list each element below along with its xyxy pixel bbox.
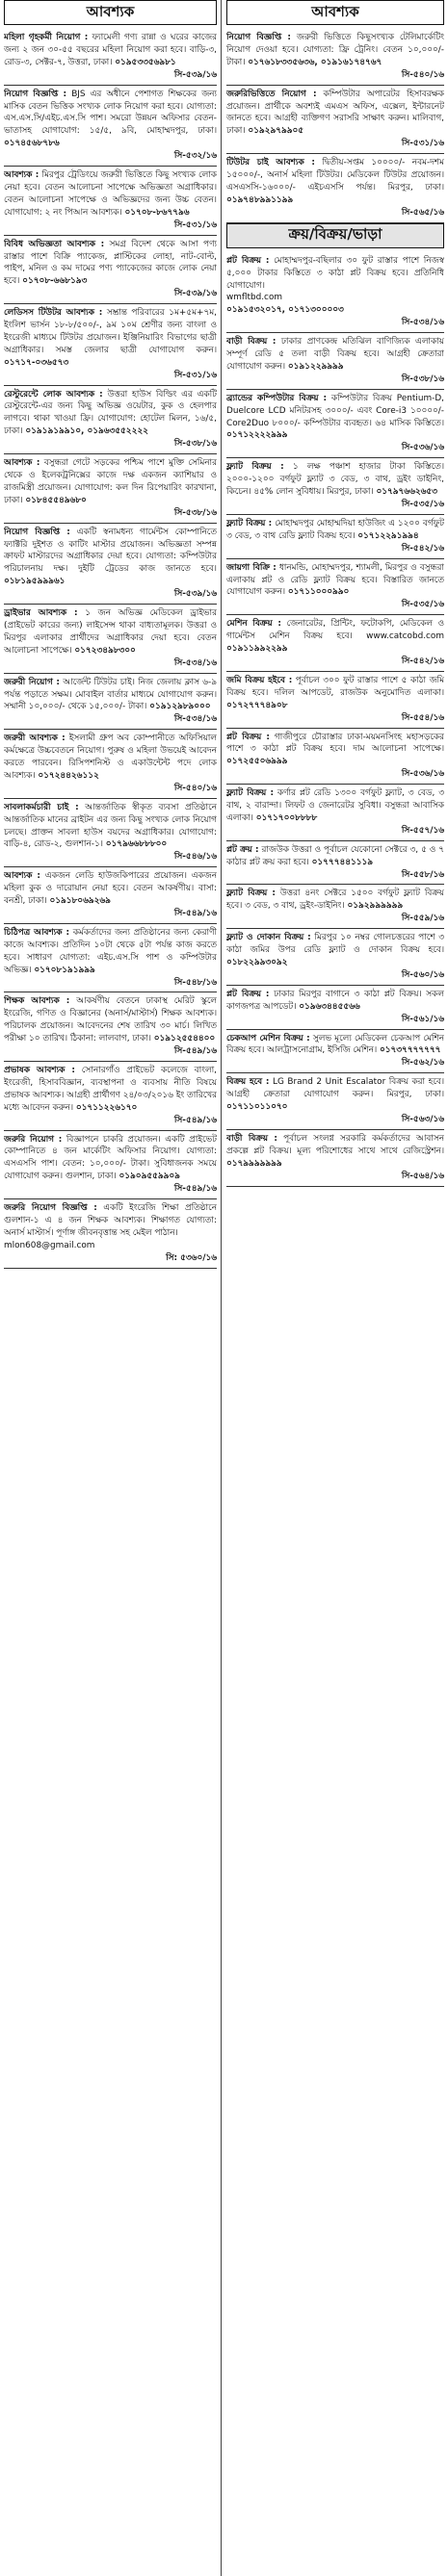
ad-headline: নিয়োগ বিজ্ঞপ্তি : (4, 89, 67, 99)
classified-ad (4, 1062, 217, 1131)
ad-code: সি: ৫৩৬০/১৬ (166, 1252, 217, 1263)
ad-code: সি-৫৪৯/১৬ (173, 1184, 217, 1195)
ad-phone: ০১৭১১০০০৯৯০ (287, 587, 350, 598)
classified-ad (4, 730, 217, 799)
ad-headline: চিঠিপত্র আবশ্যক : (4, 927, 69, 938)
left-column (4, 0, 217, 2576)
ad-headline: জমি বিক্রয় হইবে : (226, 675, 293, 685)
classified-ad (226, 390, 444, 459)
ad-code: সি-৫৪২/১৬ (401, 656, 444, 666)
ad-body: বসুন্ধরা গেটে সড়কের পশ্চিম পাশে মুক্তি সেমিনার থেকে ও ইলেকট্রনিক্সের কাজে দক্ষ একজন ক্যাশিয়ার ও রাজমিস্ত্রী প্রয়োজন। যোগাযোগ: কল দিন রিপেয়ারিং কারখানা, ঢাকা। (4, 458, 217, 505)
ad-code: সি-৫৩১/১৬ (173, 370, 217, 380)
ad-phone: ০১৭২৭৭৭৪৯০৮ (226, 700, 288, 710)
ad-headline: ফ্ল্যাট বিক্রয় : (226, 788, 274, 799)
ad-body: ঢাকার মিরপুর বাগানে ৩ কাঠা প্লট বিক্রয়। সকল কাগজপত্র আপডেট। (226, 989, 444, 1012)
ad-phone: ০১৭৪৫৬৮৭৮৬ (4, 139, 60, 149)
classified-ad (226, 154, 444, 223)
ad-headline: আবশ্যক : (4, 458, 40, 469)
ad-headline: জরুরি নিয়োগ বিজ্ঞপ্তি : (4, 1203, 97, 1214)
ad-phone: ০১৯২৯৭৯৯০৫ (248, 126, 304, 137)
ad-phone: ০১৭১৭-০৩৬৫৭৩ (4, 357, 69, 368)
ad-headline: শিক্ষক আবশ্যক : (4, 996, 70, 1007)
ad-body: সুলভ মূল্যে মেডিকেল চেকআপ মেশিন বিক্রয় হবে। আলট্রাসনোগ্রাম, ইসিজি মেশিন। (226, 1033, 444, 1056)
ad-code: সি-৫৩৮/১৬ (401, 374, 444, 384)
ad-headline: আবশ্যক : (4, 170, 40, 181)
classified-ad (4, 454, 217, 524)
ad-phone: ০১৯১৫৩২০১৭, ০১৭১৩০০০০৩ (226, 305, 344, 316)
ad-phone: ০১৯১২৫৫৪৪০০ (153, 1034, 216, 1044)
ad-headline: বাড়ী বিক্রয় : (226, 337, 277, 348)
ad-code: সি-৫৪২/১৬ (401, 543, 444, 554)
ad-headline: প্লট বিক্রয় : (226, 732, 270, 742)
ad-code: সি-৫৩৪/১৬ (173, 657, 217, 668)
ad-phone: ০১৯১২৯৮৯০০০ (149, 702, 211, 712)
ad-code: সি-৫৩৯/১৬ (173, 69, 217, 80)
ad-headline: বিবিধ অভিজ্ঞতা আবশ্যক : (4, 239, 105, 249)
ad-body: গাজীপুরে চৌরাস্তার ঢাকা-ময়মনসিংহ মহাসড়কের পাশে ৩ কাঠা প্লট বিক্রয় হবে। দাম আলোচনা সাপেক্ষে। (226, 732, 444, 755)
ad-body: মিরপুর ১০ নম্বর গোলচত্তরের পাশে ৩ কাঠা জমির উপর রেডি ফ্ল্যাট ও দোকান বিক্রয় হবে। (226, 933, 444, 956)
classified-ad (226, 615, 444, 672)
ad-body: দ্বিতীয়-সপ্তম ১০০০০/- নবম-দশম ১৫০০০/-, অনার্স মহিলা টিউটর। মেডিকেল টিউটর প্রয়োজন। এসএসসি-১৬০০০/- এইচএসসি পর্যন্ত। মিরপুর, ঢাকা। (226, 158, 444, 193)
ad-code: সি-৫৬০/১৬ (401, 969, 444, 980)
ad-body: জরুরী ভিত্তিতে কিছুসংখ্যক টেলিমার্কেটিং নিয়োগ দেওয়া হবে। যোগ্যতা: ফ্রি ট্রেনিং। বেতন ১০,০০০/- টাকা। (226, 33, 444, 67)
classified-ad (226, 1130, 444, 1187)
ad-headline: টিউটর চাই আবশ্যক : (226, 158, 315, 168)
ad-body: একটি ইংরেজি শিক্ষা প্রতিষ্ঠানে গুলশান-১ এ ৪ জন শিক্ষক আবশ্যক। শিক্ষাগত যোগ্যতা: অনার্স মাস্টার্স। পূর্ণাঙ্গ জীবনবৃত্তান্ত সহ মেইল পাঠান। (4, 1203, 217, 1238)
ad-headline: নিয়োগ বিজ্ঞপ্তি : (226, 33, 291, 42)
ad-phone: ০১৭৯৬৬৮৮৮০০ (105, 839, 168, 850)
ad-code: সি-৫৩৮/১৬ (173, 439, 217, 450)
ad-headline: প্লট বিক্রয় : (226, 989, 270, 999)
ad-body: কর্মকর্তাদের জন্য প্রতিষ্ঠানের জন্য কেরাণী কাজে আবশ্যক। প্রতিদিন ১০টা থেকে ৫টা পর্যন্ত কাজ করতে হবে। সাধারণ যোগ্যতা: এইচ.এস.সি পাশ ও কম্পিউটার অভিজ্ঞ। (4, 927, 217, 975)
classified-ad (4, 674, 217, 731)
ad-code: সি-৫৬৩/১৬ (401, 1114, 444, 1124)
ad-phone: ০১৯২৯৯৯৯৯৯ (347, 901, 404, 912)
ad-code: সি-৫৩৬/১৬ (401, 443, 444, 453)
ad-code: সি-৫৪৯/১৬ (173, 909, 217, 918)
ad-phone: ০১৯৫৩৩৫৬৯৮১ (115, 57, 176, 67)
ad-code: সি-৫৩৫/১৬ (401, 500, 444, 509)
ad-headline: প্রভাষক আবশ্যক : (4, 1065, 75, 1075)
ad-phone: ০১৭৯৯৯৯৯৯৯ (226, 1158, 282, 1169)
ad-body: সোনারগাঁও প্রাইভেট কলেজে বাংলা, ইংরেজী, হিসাববিজ্ঞান, ব্যবস্থাপনা ও ব্যবসায় নীতি বিষয়ে প্রভাষক আবশ্যক। আগ্রহী প্রার্থীগণ ২৪/০৩/২০১৬ ইং তারিখের মধ্যে আবেদন করুন। (4, 1065, 217, 1113)
ad-phone: ০১৭৩৭৭৭৭৭৭৭ (379, 1045, 441, 1056)
ad-code: সি-৫৪৯/১৬ (173, 1115, 217, 1125)
ad-phone: ০১৭২৫৫০৬৯৯৯ (226, 757, 288, 767)
ad-code: সি-৫৬২/১৬ (401, 1058, 444, 1069)
classified-ad (4, 304, 217, 385)
ad-phone: ০১৭১১০১১০৭০ (226, 1102, 288, 1113)
ad-phone: ০১৯১২২৯৯৯৯ (287, 361, 344, 372)
ad-body: LG Brand 2 Unit Escalator বিক্রয় করা হবে। আগ্রহী ক্রেতারা যোগাযোগ করুন। মিরপুর, ঢাকা। (226, 1077, 444, 1100)
classified-ad (4, 86, 217, 167)
classified-ad (4, 799, 217, 868)
ad-code: সি-৫৩১/১৬ (173, 219, 217, 230)
classified-ad (4, 605, 217, 674)
ad-headline: নিয়োগ বিজ্ঞপ্তি : (4, 527, 70, 537)
ad-code: সি-৫৫৪/১৬ (401, 712, 444, 723)
ad-code: সি-৫৪০/১৬ (401, 69, 444, 80)
ad-body: ধানমন্ডি, মোহাম্মদপুর, শ্যামলী, মিরপুর ও বসুন্ধরা এলাকায় প্লট ও রেডি ফ্ল্যাট বিক্রয় হবে। বিস্তারিত জানতে যোগাযোগ করুন। (226, 562, 444, 598)
right-column (226, 0, 444, 2576)
ad-headline: বিক্রয় হবে : (226, 1077, 270, 1088)
ad-headline: প্লট বিক্রয় : (226, 255, 270, 266)
classified-ad (226, 986, 444, 1030)
ad-phone: ০১৭১১২২৬১৭০ (75, 1102, 138, 1113)
ad-headline: ফ্ল্যাট বিক্রয় : (226, 462, 284, 473)
classified-ad (226, 1030, 444, 1074)
classified-ad (226, 515, 444, 559)
ad-headline: চেকআপ মেশিন বিক্রয় : (226, 1033, 310, 1043)
classified-ad (4, 1199, 217, 1269)
ad-body: উত্তরা হাউস বিল্ডিং এর একটি রেস্টুরেন্টে-এর জন্য কিছু অভিজ্ঞ ওয়েটার, কুক ও হেলপার লাগবে। থাকা খাওয়া ফ্রি। যোগাযোগ: হোটেল মিলন, ১৬/৫, ঢাকা। (4, 389, 217, 437)
ad-phone: ০১৭০৮-৬৬৮১৯৩ (22, 276, 88, 287)
ad-phone: ০১৭১২২২২৯৯৯ (226, 430, 288, 441)
ad-code: সি-৫৪০/১৬ (173, 783, 217, 793)
ad-code: সি-৫৩৪/১৬ (173, 714, 217, 725)
ad-body: বিজ্ঞাপনে চাকরি প্রয়োজন। একটি প্রাইভেট কোম্পানিতে ৪ জন মার্কেটিং অফিসার নিয়োগ। যোগ্যতা: এসএসসি পাশ। বেতন: ১০,০০০/- টাকা। সুবিধাজনক সময়ে যোগাযোগ করুন। গুলশান, ঢাকা। (4, 1134, 217, 1182)
ad-phone: ০১৭০৮১৯১৯৯৯ (34, 965, 95, 975)
ad-headline: ব্র্যান্ডের কম্পিউটার বিক্রয় : (226, 393, 328, 403)
ad-code: সি-৫৫৯/১৬ (401, 914, 444, 924)
column-divider (221, 0, 222, 2576)
classified-ad (4, 167, 217, 236)
ad-body: রাজউক উত্তরা ও পূর্বাচল যেকোনো সেক্টরে ৩, ৫ ও ৭ কাঠার প্লট ক্রয় করা হবে। (226, 844, 444, 867)
ad-headline: ফ্ল্যাট ও দোকান বিক্রয় : (226, 933, 311, 943)
ad-body: কর্ণার প্লট রেডি ১৩০০ বর্গফুট ফ্ল্যাট, ৩ বেড, ৩ বাথ, ২ বারান্দা। লিফট ও জেনারেটর সুবিধা। বসুন্ধরা আবাসিক এলাকা। (226, 788, 444, 823)
ad-phone: ০১৯১৮০৬৯২৬৯ (49, 896, 111, 907)
ad-body: আন্তর্জাতিক স্বীকৃত ব্যবসা প্রতিষ্ঠানে আন্তর্জাতিক মানের ব্রাইটন এর জন্য কিছু সংখ্যক লোক নিয়োগ চলছে। প্রাক্তন সাবলা হাউস বয়দের অগ্রাধিকার। যোগাযোগ: বাড়ি-৪, রোড-২, গুলশান-১। (4, 802, 217, 850)
ad-code: সি-৫৪৯/১৬ (173, 1046, 217, 1057)
ad-code: সি-৫৪৬/১৬ (173, 852, 217, 863)
classified-ad (4, 867, 217, 924)
ad-phone: ০১৭২৪৪২৬১১২ (38, 770, 99, 781)
ad-code: সি-৫৪৮/১৬ (173, 977, 217, 988)
ad-code: সি-৫৩৪/১৬ (401, 318, 444, 328)
ad-headline: সাবলাকর্মচারী চাই : (4, 802, 79, 812)
ad-body: একটি স্বনামধন্য গার্মেন্টস কোম্পানিতে ফ্যাক্টরি দুইশত ও কাটিং মাস্টার প্রয়োজন। অভিজ্ঞতা সম্পন্ন ক্রাফট মাস্টারদের অগ্রাধিকার দেয়া হবে। যোগ্যতা: কম্পিউটার পরিচালনায় দক্ষ। দুইটি ট্রেডের কাজ জানতে হবে। (4, 527, 217, 575)
classified-ad (226, 929, 444, 986)
ad-headline: মহিলা গৃহকর্মী নিয়োগ : (4, 33, 89, 42)
ad-body: সমগ্র বিদেশ থেকে আসা পণ্য রাস্তার পাশে বিক্রি প্যাকেজ, প্লাস্টিকের লোহা, নাট-বোল্ট, পাইপ, মনিল ও কম দামের পণ্য প্যাকেজের কাজে লোক নেয়া হবে। (4, 239, 217, 287)
ad-headline: জরুরি নিয়োগ : (4, 1134, 63, 1145)
classified-ad (4, 29, 217, 86)
ad-body: আর্জেন্ট টিউটর চাই। নিজ জেলায় ক্লাস ৬-৯ পর্যন্ত পড়াতে সক্ষম। মোবাইল বার্তার মাধ্যমে যোগাযোগ করুন। সম্মানী ১০,০০০/- থেকে ১৫,০০০/- টাকা। (4, 677, 217, 712)
classified-ad (4, 386, 217, 455)
ad-code: সি-৫৫৮/১৬ (401, 869, 444, 880)
ad-body: BJS এর অধীনে পেশাগত শিক্ষকের জন্য মাসিক বেতন ভিত্তিক সংখ্যক লোক নিয়োগ করা হবে। যোগ্যতা: এস.এস.সি/এইচ.এস.সি পাশ। সমরো উন্নয়ন অফিসার বেতন-ভাতাসহ যোগাযোগ: ১৫/৫, ৯বি, মোহাম্মদপুর, ঢাকা। (4, 89, 217, 137)
ad-body: কম্পিউটার অপারেটর হিসাবরক্ষক প্রয়োজন। প্রার্থীকে অবশ্যই এমএস অফিস, এক্সেল, ইন্টারনেট জানতে হবে। আগ্রহী ব্যক্তিগণ সরাসরি সাক্ষাৎ করুন। মালিবাগ, ঢাকা। (226, 89, 444, 137)
property-section-header: ক্রয়/বিক্রয়/ভাড়া (226, 223, 444, 248)
classified-ad (226, 841, 444, 886)
classified-ad (226, 729, 444, 786)
ad-phone: ০১৯০৯৫৫৯৯০৯ (119, 1172, 180, 1182)
classified-ad (226, 785, 444, 841)
ad-body: ফ্যামেলী গণ্য রান্না ও ঘরের কাজের জন্য ২ জন ৩০-৫৫ বছরের মহিলা নিয়োগ করা হবে। বাড়ি-৩, রোড-৩, সেক্টর-৭, উত্তরা, ঢাকা। (4, 33, 217, 67)
ad-code: সি-৫৩৮/১৬ (173, 507, 217, 518)
ad-body: কম্পিউটার বিক্রয় Pentium-D, Duelcore LCD মনিটরসহ ৩০০০/- এবং Core-i3 ১০০০০/- Core2Duo ৮০০০/- কম্পিউটার ব্যবহৃত। ৬৪ মাসিক কিস্তিতে। (226, 393, 444, 428)
ad-body: সম্ভ্রান্ত পরিবারের ১ম+৫ম+৭ম, ইংলিশ ভার্সন ১৮-৮/৫০০/-, ৯ম ১০ম শ্রেণীর জন্য বাংলা ও ইংরেজী মাধ্যমে টিউটর প্রয়োজন। ইঞ্জিনিয়ারিং বিভাগের ছাত্রী অগ্রাধিকার। সমস্ত জেলার ছাত্রী যোগাযোগ করুন। (4, 308, 217, 355)
classified-ad (226, 29, 444, 86)
ad-phone: ০১৮৪৫৫৪৯৬৮০ (25, 495, 87, 505)
ad-headline: ফ্ল্যাট বিক্রয় : (226, 889, 276, 899)
ad-code: সি-৫৬১/১৬ (401, 1014, 444, 1024)
ad-headline: রেস্টুরেন্টে লোক আবশ্যক : (4, 389, 103, 399)
ad-phone: ০১৯১৯১৯৯১০, ০১৯৬৩৫৫২২২২ (25, 426, 148, 437)
ad-body: মোহাম্মদপুর-বছিলার ৩০ ফুট রাস্তার পাশে নিজস্ব ৫,০০০ টাকার কিস্তিতে ৩ কাঠা প্লট বিক্রয় হবে। প্রতিনিধি যোগাযোগ। (226, 255, 444, 291)
ad-headline: ড্রাইভার আবশ্যক : (4, 608, 78, 619)
ad-headline: জরুরী আবশ্যক : (4, 734, 66, 744)
ad-code: সি-৫৬৪/১৬ (401, 1171, 444, 1181)
ad-code: সি-৫৩১/১৬ (401, 139, 444, 149)
ad-headline: প্লট ক্রয় : (226, 844, 259, 855)
classified-ad (226, 1073, 444, 1130)
ad-body: মিরপুর ট্রেডিংয়ে জরুরী ভিত্তিতে কিছু সংখ্যক লোক নেয়া হবে। বেতন আলোচনা সাপেক্ষে অভিজ্ঞতা অগ্রাধিকার। বেতন আলোচনা সাপেক্ষে ও অভিজ্ঞদের জন্য উচ্চ বেতন। যোগাযোগ: ২ নং পিআন আবশ্যক। (4, 170, 217, 218)
ad-body: ১ লক্ষ পঞ্চাশ হাজার টাকা কিস্তিতে। ২০০০-১২০০ বর্গফুট ফ্ল্যাট ৩ বেড, ৩ বাথ, ড্রইং ডাইনিং, কিচেন। ৪৫% লোন সুবিধায়। মিরপুর, ঢাকা। (226, 462, 444, 498)
ad-phone: ০১৯১১৯৯২২৯৯ (226, 644, 288, 655)
classified-ad (226, 885, 444, 929)
left-section-header: আবশ্যক (4, 0, 217, 25)
ad-body: মোহাম্মদপুর মোহাম্মদিয়া হাউজিং এ ১২০০ বর্গফুট ৩ বেড, ৩ বাথ রেডি ফ্ল্যাট বিক্রয় হবে। (226, 518, 444, 541)
ad-headline: জরুরী নিয়োগ : (4, 677, 60, 687)
right-section-header: আবশ্যক (226, 0, 444, 25)
ad-body: উত্তরা ৪নং সেক্টরে ১৫০০ বর্গফুট ফ্ল্যাট বিক্রয় হবে। ৩ বেড, ৩ বাথ, ড্রইং-ডাইনিং। (226, 889, 444, 912)
ad-phone: ০১৭১২২৯১৯৯৪ (357, 530, 419, 541)
ad-phone: ০১৭০৮-৮৬৭৭৯৬ (124, 207, 190, 218)
ad-body: পূর্বাচল ৩০০ ফুট রাস্তার পাশে ৫ কাঠা জমি বিক্রয় হবে। দলিল আপডেট, রাজউক অনুমোদিত এলাকা। (226, 675, 444, 698)
classified-ad (4, 1131, 217, 1200)
ad-code: সি-৫৩৬/১৬ (401, 769, 444, 780)
ad-headline: জায়গা বিক্রি : (226, 562, 277, 573)
left-ads-list (4, 29, 217, 1269)
ad-body: ইসলামী গ্রুপ অব কোম্পানীতে অফিসিয়াল কর্মক্ষেত্রে উচ্চবেতনে নিয়োগ। পুরুষ ও মহিলা উভয়েই আবেদন করতে পারবেন। রিসিপশনিস্ট ও একাউন্টেন্ট পদে লোক আবশ্যক। (4, 734, 217, 781)
ad-code: সি-৫৩৯/১৬ (173, 289, 217, 299)
right-job-ads-list (226, 29, 444, 223)
ad-body: আকর্ষণীয় বেতনে ঢাকাস্থ মেরিট স্কুলে ইংরেজি, গণিত ও বিজ্ঞানের (অনার্স/মাস্টার্স) শিক্ষক আবশ্যক। পরিচালক প্রয়োজন। আবেদনের শেষ তারিখ ৩০ মার্চ। লিখিত পরীক্ষা ১০ তারিখ। ঠিকানা: লালবাগ, ঢাকা। (4, 996, 217, 1044)
ad-code: সি-৫৫৭/১৬ (401, 825, 444, 836)
ad-headline: ফ্ল্যাট বিক্রয় : (226, 518, 273, 528)
ad-phone: ০১৯৬৩৪৪৫৫৬৬ (299, 1001, 360, 1012)
ad-phone: ০১৭৬১৮৩৩৫৬৩৬, ০১৯১৬১৭৪৭৬৭ (248, 57, 382, 67)
right-property-ads-list (226, 252, 444, 1187)
ad-body: পূর্বাচল সংলগ্ন সরকারি কর্মকর্তাদের আবাসন প্রকল্পে প্লট বিক্রয়। মূল্য পরিশোধের সাথে সাথে রেজিস্ট্রেশন। (226, 1133, 444, 1156)
classified-ad (226, 458, 444, 515)
ad-headline: বাড়ী বিক্রয় : (226, 1133, 277, 1144)
ad-code: সি-৫৬৫/১৬ (401, 207, 444, 218)
classified-ad (4, 524, 217, 605)
classified-ad (226, 672, 444, 729)
ad-body: জেনারেটর, প্রিন্টিং, ফটোকপি, মেডিকেল ও গার্মেন্টস মেশিন বিক্রয় হবে। www.catcobd.com (226, 619, 444, 642)
ad-code: সি-৫৩২/১৬ (173, 151, 217, 162)
ad-headline: লেডিসস টিউটর আবশ্যক : (4, 308, 103, 319)
ad-headline: মেশিন বিক্রয় : (226, 619, 281, 630)
classified-ad (4, 236, 217, 305)
ad-code: সি-৫৩৯/১৬ (173, 589, 217, 600)
classified-ad (226, 333, 444, 390)
ad-phone: ০১৯৭৪৮৯৯১১৯৯ (226, 194, 294, 205)
ad-contact: wmfltbd.com (226, 293, 283, 303)
ad-body: ১ জন অভিজ্ঞ মেডিকেল ড্রাইভার (প্রাইভেট কারের জন্য) লাইসেন্স থাকা বাধ্যতামূলক। উত্তরা ও মিরপুর এলাকার প্রার্থীদের অগ্রাধিকার দেয়া হবে। বেতন আলোচনা সাপেক্ষে। (4, 608, 217, 656)
ad-body: ঢাকার প্রাণকেন্দ্র মতিঝিল বাণিজ্যিক এলাকায় সম্পূর্ণ রেডি ৫ তলা বাড়ী বিক্রয় হবে। আগ্রহী ক্রেতারা যোগাযোগ করুন। (226, 337, 444, 372)
classified-ad (226, 559, 444, 616)
ad-phone: ০১৭১৭০০৮৮৮৮ (255, 812, 318, 823)
classified-ad (226, 86, 444, 155)
ad-phone: ০১৮১৯৫৯৯৯৬১ (4, 577, 66, 587)
classified-ad (4, 992, 217, 1062)
classified-ad (4, 924, 217, 993)
ad-headline: জরুরিভিত্তিতে নিয়োগ : (226, 89, 317, 99)
ad-phone: ০১৭৭৭৪৪১১১৯ (311, 857, 374, 867)
classified-ad (226, 252, 444, 333)
ad-headline: আবশ্যক : (4, 871, 40, 882)
ad-phone: ০১৮২২৯৯৩০৯২ (226, 958, 288, 967)
ad-body: একজন লেডি হাউজকিপারের প্রয়োজন। একজন মহিলা কুক ও দারোয়ান নেয়া হবে। বেতন আকর্ষণীয়। বাসা: বনশ্রী, ঢাকা। (4, 871, 217, 907)
ad-phone: ০১৭৯৭৬৬২৬৫৩ (376, 487, 437, 498)
ad-phone: ০১৭২৩৪৯৮৩০০ (74, 645, 136, 656)
ad-contact: mlon608@gmail.com (4, 1240, 95, 1250)
ad-code: সি-৫৩৫/১৬ (401, 600, 444, 610)
